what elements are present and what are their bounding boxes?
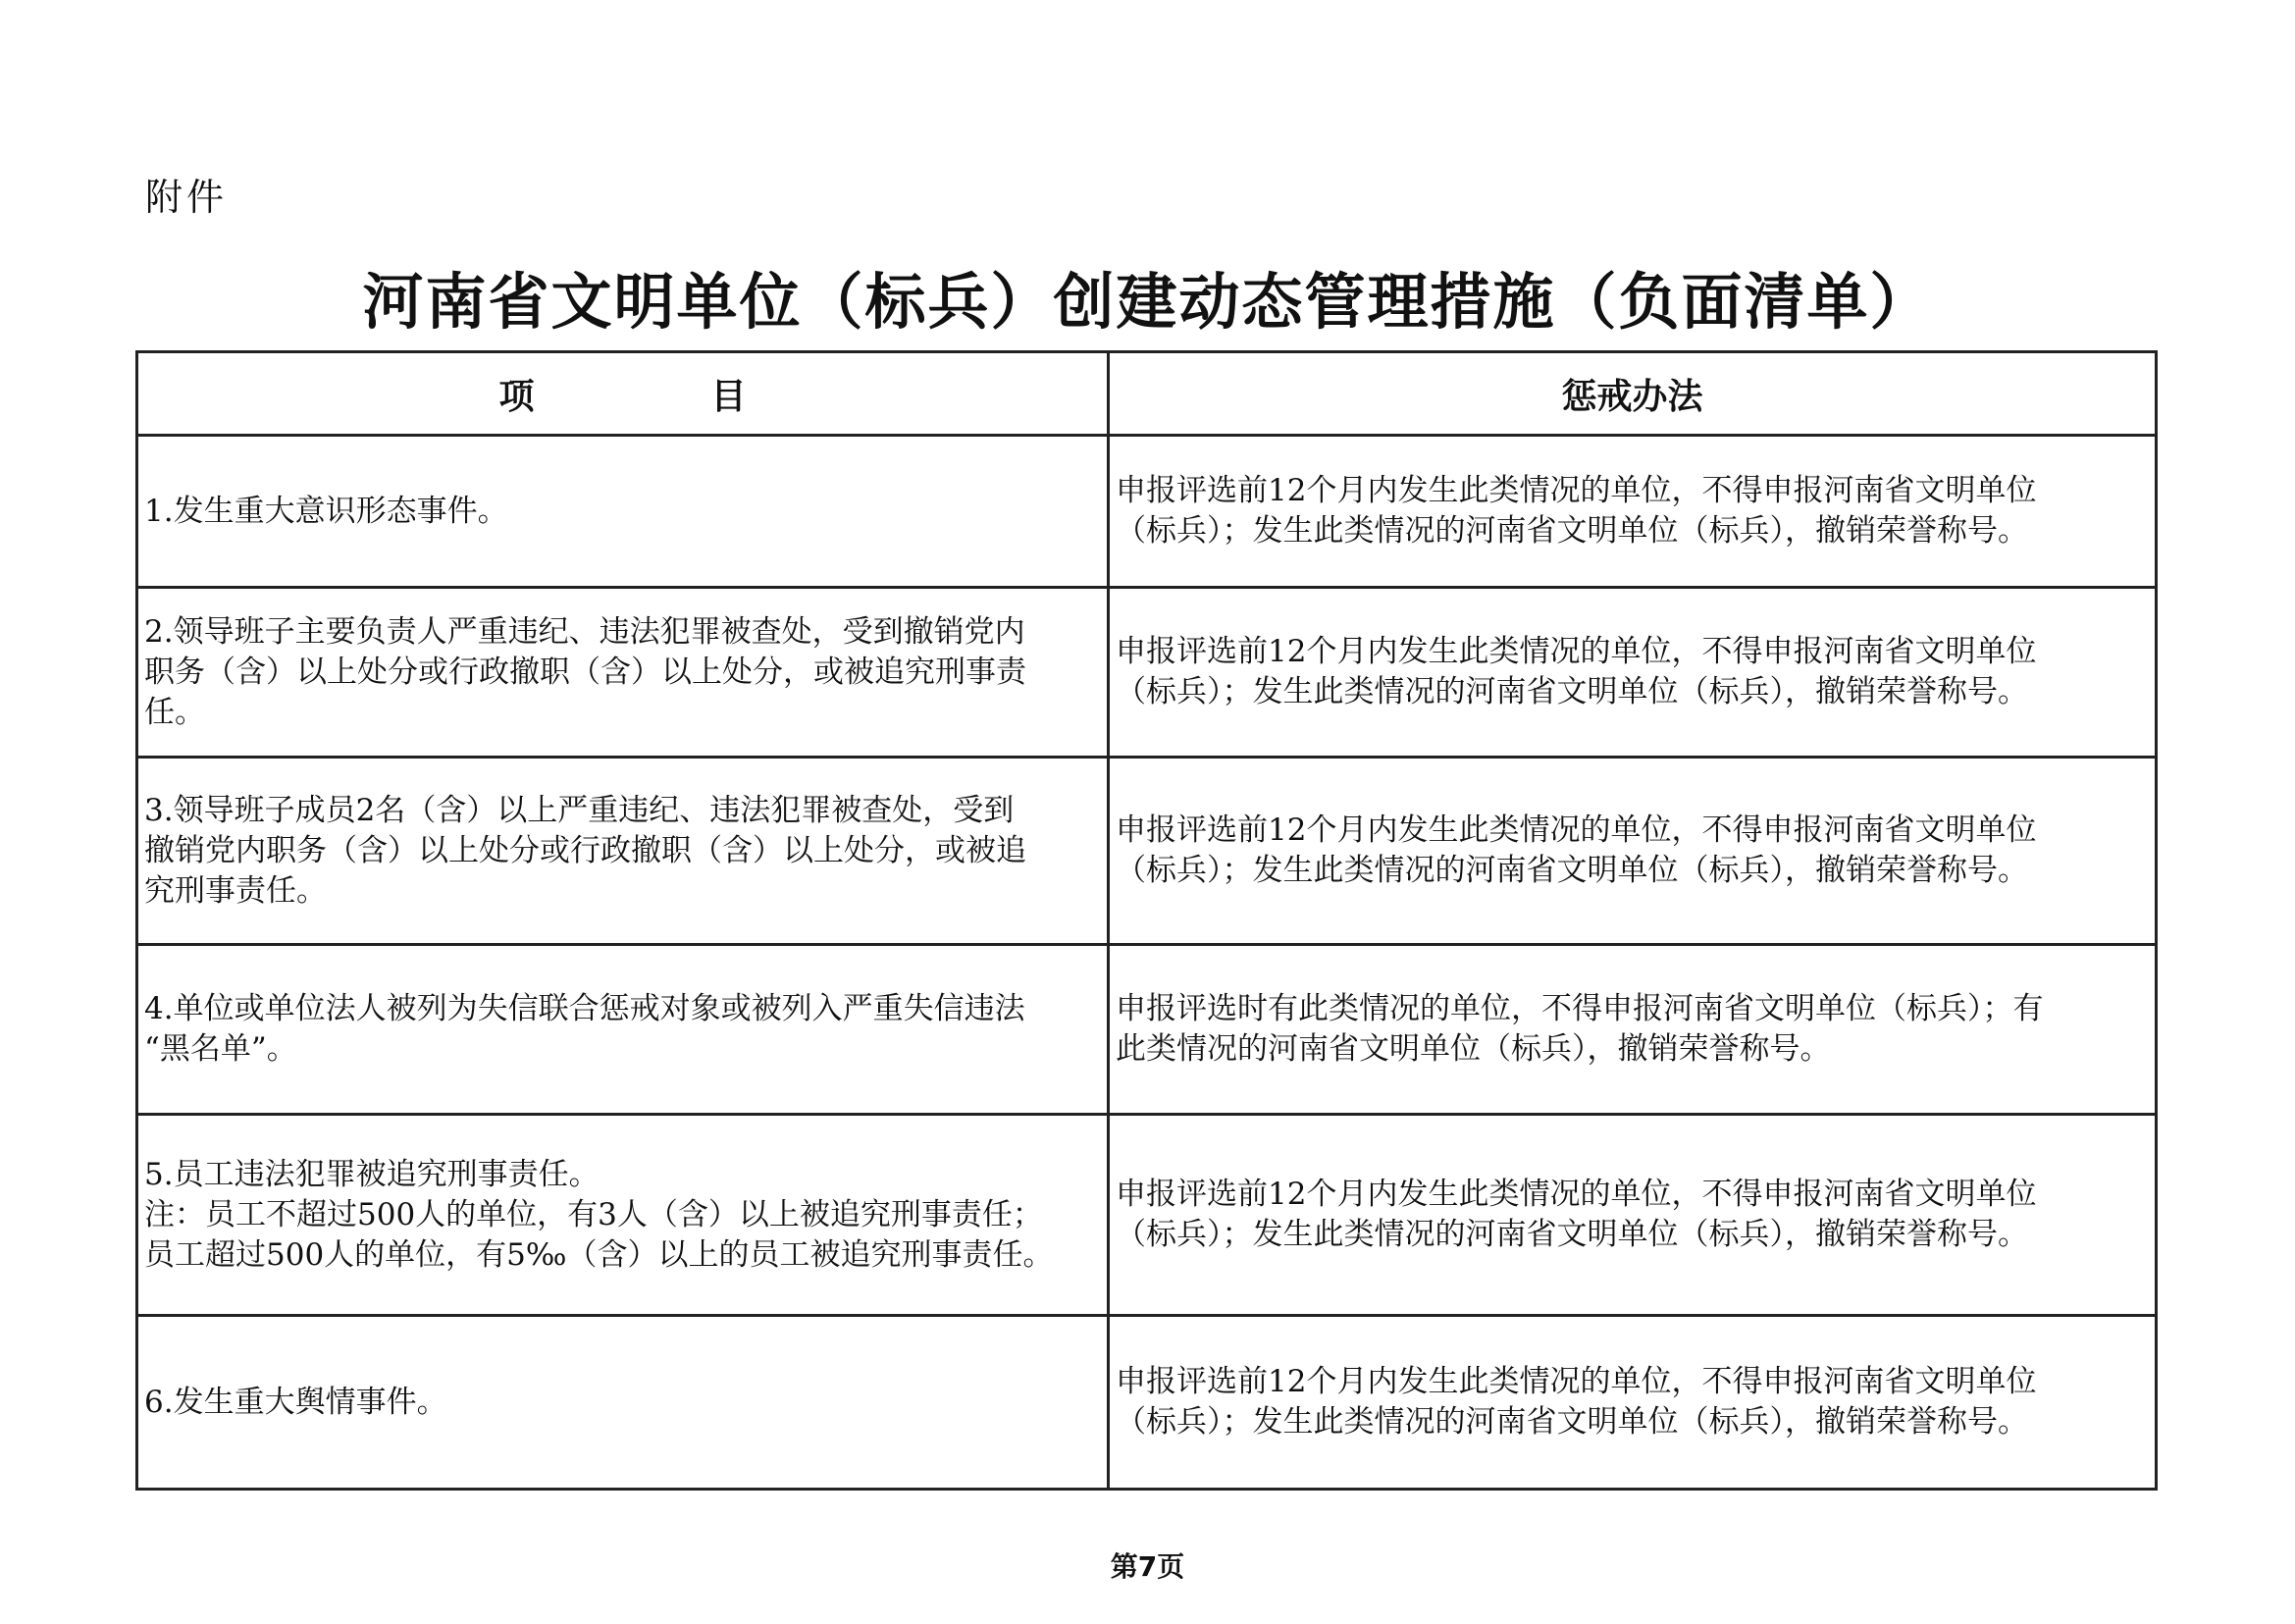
penalty-text-line: （标兵）；发生此类情况的河南省文明单位（标兵），撤销荣誉称号。 — [1116, 853, 2028, 888]
item-note-line: 注：员工不超过500人的单位，有3人（含）以上被追究刑事责任； — [144, 1196, 1043, 1232]
item-text-line: 究刑事责任。 — [144, 872, 327, 909]
header-item — [137, 352, 1109, 436]
item-text-line: 撤销党内职务（含）以上处分或行政撤职（含）以上处分，或被追 — [144, 832, 1026, 868]
item-cell — [137, 945, 1109, 1115]
penalty-cell — [1109, 945, 2157, 1115]
penalty-text-line: （标兵）；发生此类情况的河南省文明单位（标兵），撤销荣誉称号。 — [1116, 513, 2028, 549]
penalty-text-line: （标兵）；发生此类情况的河南省文明单位（标兵），撤销荣誉称号。 — [1116, 1217, 2028, 1252]
table-row — [137, 758, 2157, 945]
item-text-line: 6.发生重大舆情事件。 — [144, 1384, 447, 1420]
table-header-row — [137, 352, 2157, 436]
item-text-line: 2.领导班子主要负责人严重违纪、违法犯罪被查处，受到撤销党内 — [144, 613, 1025, 650]
item-text-line: 5.员工违法犯罪被追究刑事责任。 — [144, 1156, 600, 1192]
penalty-text-line: （标兵）；发生此类情况的河南省文明单位（标兵），撤销荣誉称号。 — [1116, 674, 2028, 709]
penalty-text-line: 此类情况的河南省文明单位（标兵），撤销荣誉称号。 — [1116, 1031, 1831, 1067]
table-row — [137, 436, 2157, 588]
penalty-text-line: 申报评选前12个月内发生此类情况的单位，不得申报河南省文明单位 — [1116, 634, 2037, 669]
penalty-cell — [1109, 1115, 2157, 1316]
penalty-text-line: 申报评选时有此类情况的单位，不得申报河南省文明单位（标兵）；有 — [1116, 991, 2044, 1026]
table-row — [137, 1115, 2157, 1316]
attachment-label: 附件 — [145, 176, 229, 219]
item-text-line: 3.领导班子成员2名（含）以上严重违纪、违法犯罪被查处，受到 — [144, 792, 1015, 828]
penalty-text-line: 申报评选前12个月内发生此类情况的单位，不得申报河南省文明单位 — [1116, 812, 2037, 848]
item-cell — [137, 588, 1109, 758]
document-title: 河南省文明单位（标兵）创建动态管理措施（负面清单） — [362, 266, 1933, 338]
page-number: 第7页 — [1110, 1550, 1185, 1583]
item-text-line: 1.发生重大意识形态事件。 — [144, 493, 508, 529]
item-cell — [137, 1115, 1109, 1316]
header-penalty: 惩戒办法 — [1109, 352, 2157, 436]
penalty-text-line: 申报评选前12个月内发生此类情况的单位，不得申报河南省文明单位 — [1116, 473, 2037, 508]
penalty-cell — [1109, 758, 2157, 945]
negative-list-table — [135, 350, 2158, 1491]
item-text-line: 4.单位或单位法人被列为失信联合惩戒对象或被列入严重失信违法 — [144, 991, 1025, 1026]
item-text-line: “黑名单”。 — [144, 1031, 297, 1067]
penalty-text-line: 申报评选前12个月内发生此类情况的单位，不得申报河南省文明单位 — [1116, 1177, 2037, 1212]
item-text-line: 职务（含）以上处分或行政撤职（含）以上处分，或被追究刑事责 — [144, 654, 1026, 690]
item-cell — [137, 1316, 1109, 1490]
penalty-text-line: （标兵）；发生此类情况的河南省文明单位（标兵），撤销荣誉称号。 — [1116, 1404, 2028, 1440]
penalty-cell — [1109, 1316, 2157, 1490]
item-text-line: 任。 — [144, 694, 205, 730]
item-cell — [137, 436, 1109, 588]
header-item-part1: 项 — [498, 376, 535, 417]
penalty-text-line: 申报评选前12个月内发生此类情况的单位，不得申报河南省文明单位 — [1116, 1364, 2037, 1399]
item-cell — [137, 758, 1109, 945]
table-row — [137, 588, 2157, 758]
table-row — [137, 1316, 2157, 1490]
header-item-part2: 目 — [710, 376, 747, 417]
table-row — [137, 945, 2157, 1115]
penalty-cell — [1109, 436, 2157, 588]
item-note-line: 员工超过500人的单位，有5‰（含）以上的员工被追究刑事责任。 — [144, 1236, 1054, 1273]
penalty-cell — [1109, 588, 2157, 758]
